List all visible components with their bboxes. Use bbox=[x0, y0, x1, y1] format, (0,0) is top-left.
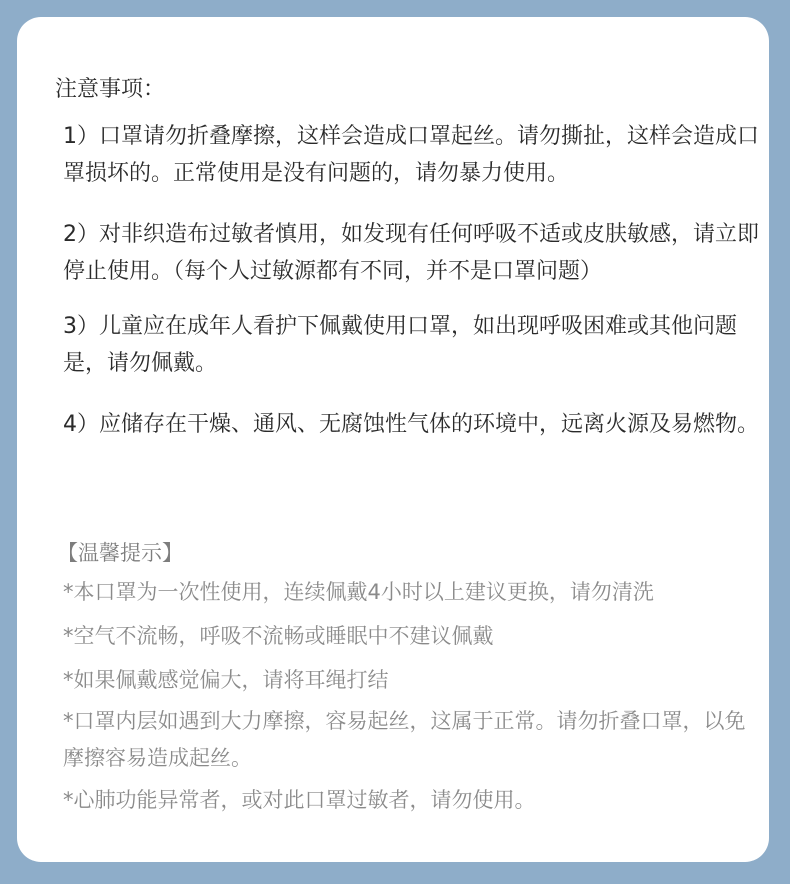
notice-card bbox=[17, 17, 769, 862]
notice-item-4: 4）应储存在干燥、通风、无腐蚀性气体的环境中，远离火源及易燃物。 bbox=[63, 412, 759, 437]
notice-item-1: 1）口罩请勿折叠摩擦，这样会造成口罩起丝。请勿撕扯，这样会造成口罩损坏的。正常使用是没有问题的，请勿暴力使用。 bbox=[63, 124, 759, 186]
tip-item-5: *心肺功能异常者，或对此口罩过敏者，请勿使用。 bbox=[63, 788, 536, 812]
tip-item-3: *如果佩戴感觉偏大，请将耳绳打结 bbox=[63, 668, 389, 692]
notice-item-3: 3）儿童应在成年人看护下佩戴使用口罩，如出现呼吸困难或其他问题是，请勿佩戴。 bbox=[63, 314, 737, 376]
tips-title: 【温馨提示】 bbox=[57, 541, 183, 565]
tip-item-1: *本口罩为一次性使用，连续佩戴4小时以上建议更换，请勿清洗 bbox=[63, 580, 654, 604]
notice-item-2: 2）对非织造布过敏者慎用，如发现有任何呼吸不适或皮肤敏感，请立即停止使用。（每个人过敏源都有不同，并不是口罩问题） bbox=[63, 222, 759, 284]
notice-title: 注意事项： bbox=[55, 77, 166, 102]
tip-item-2: *空气不流畅，呼吸不流畅或睡眠中不建议佩戴 bbox=[63, 624, 494, 648]
tip-item-4: *口罩内层如遇到大力摩擦，容易起丝，这属于正常。请勿折叠口罩，以免摩擦容易造成起丝。 bbox=[63, 709, 746, 770]
